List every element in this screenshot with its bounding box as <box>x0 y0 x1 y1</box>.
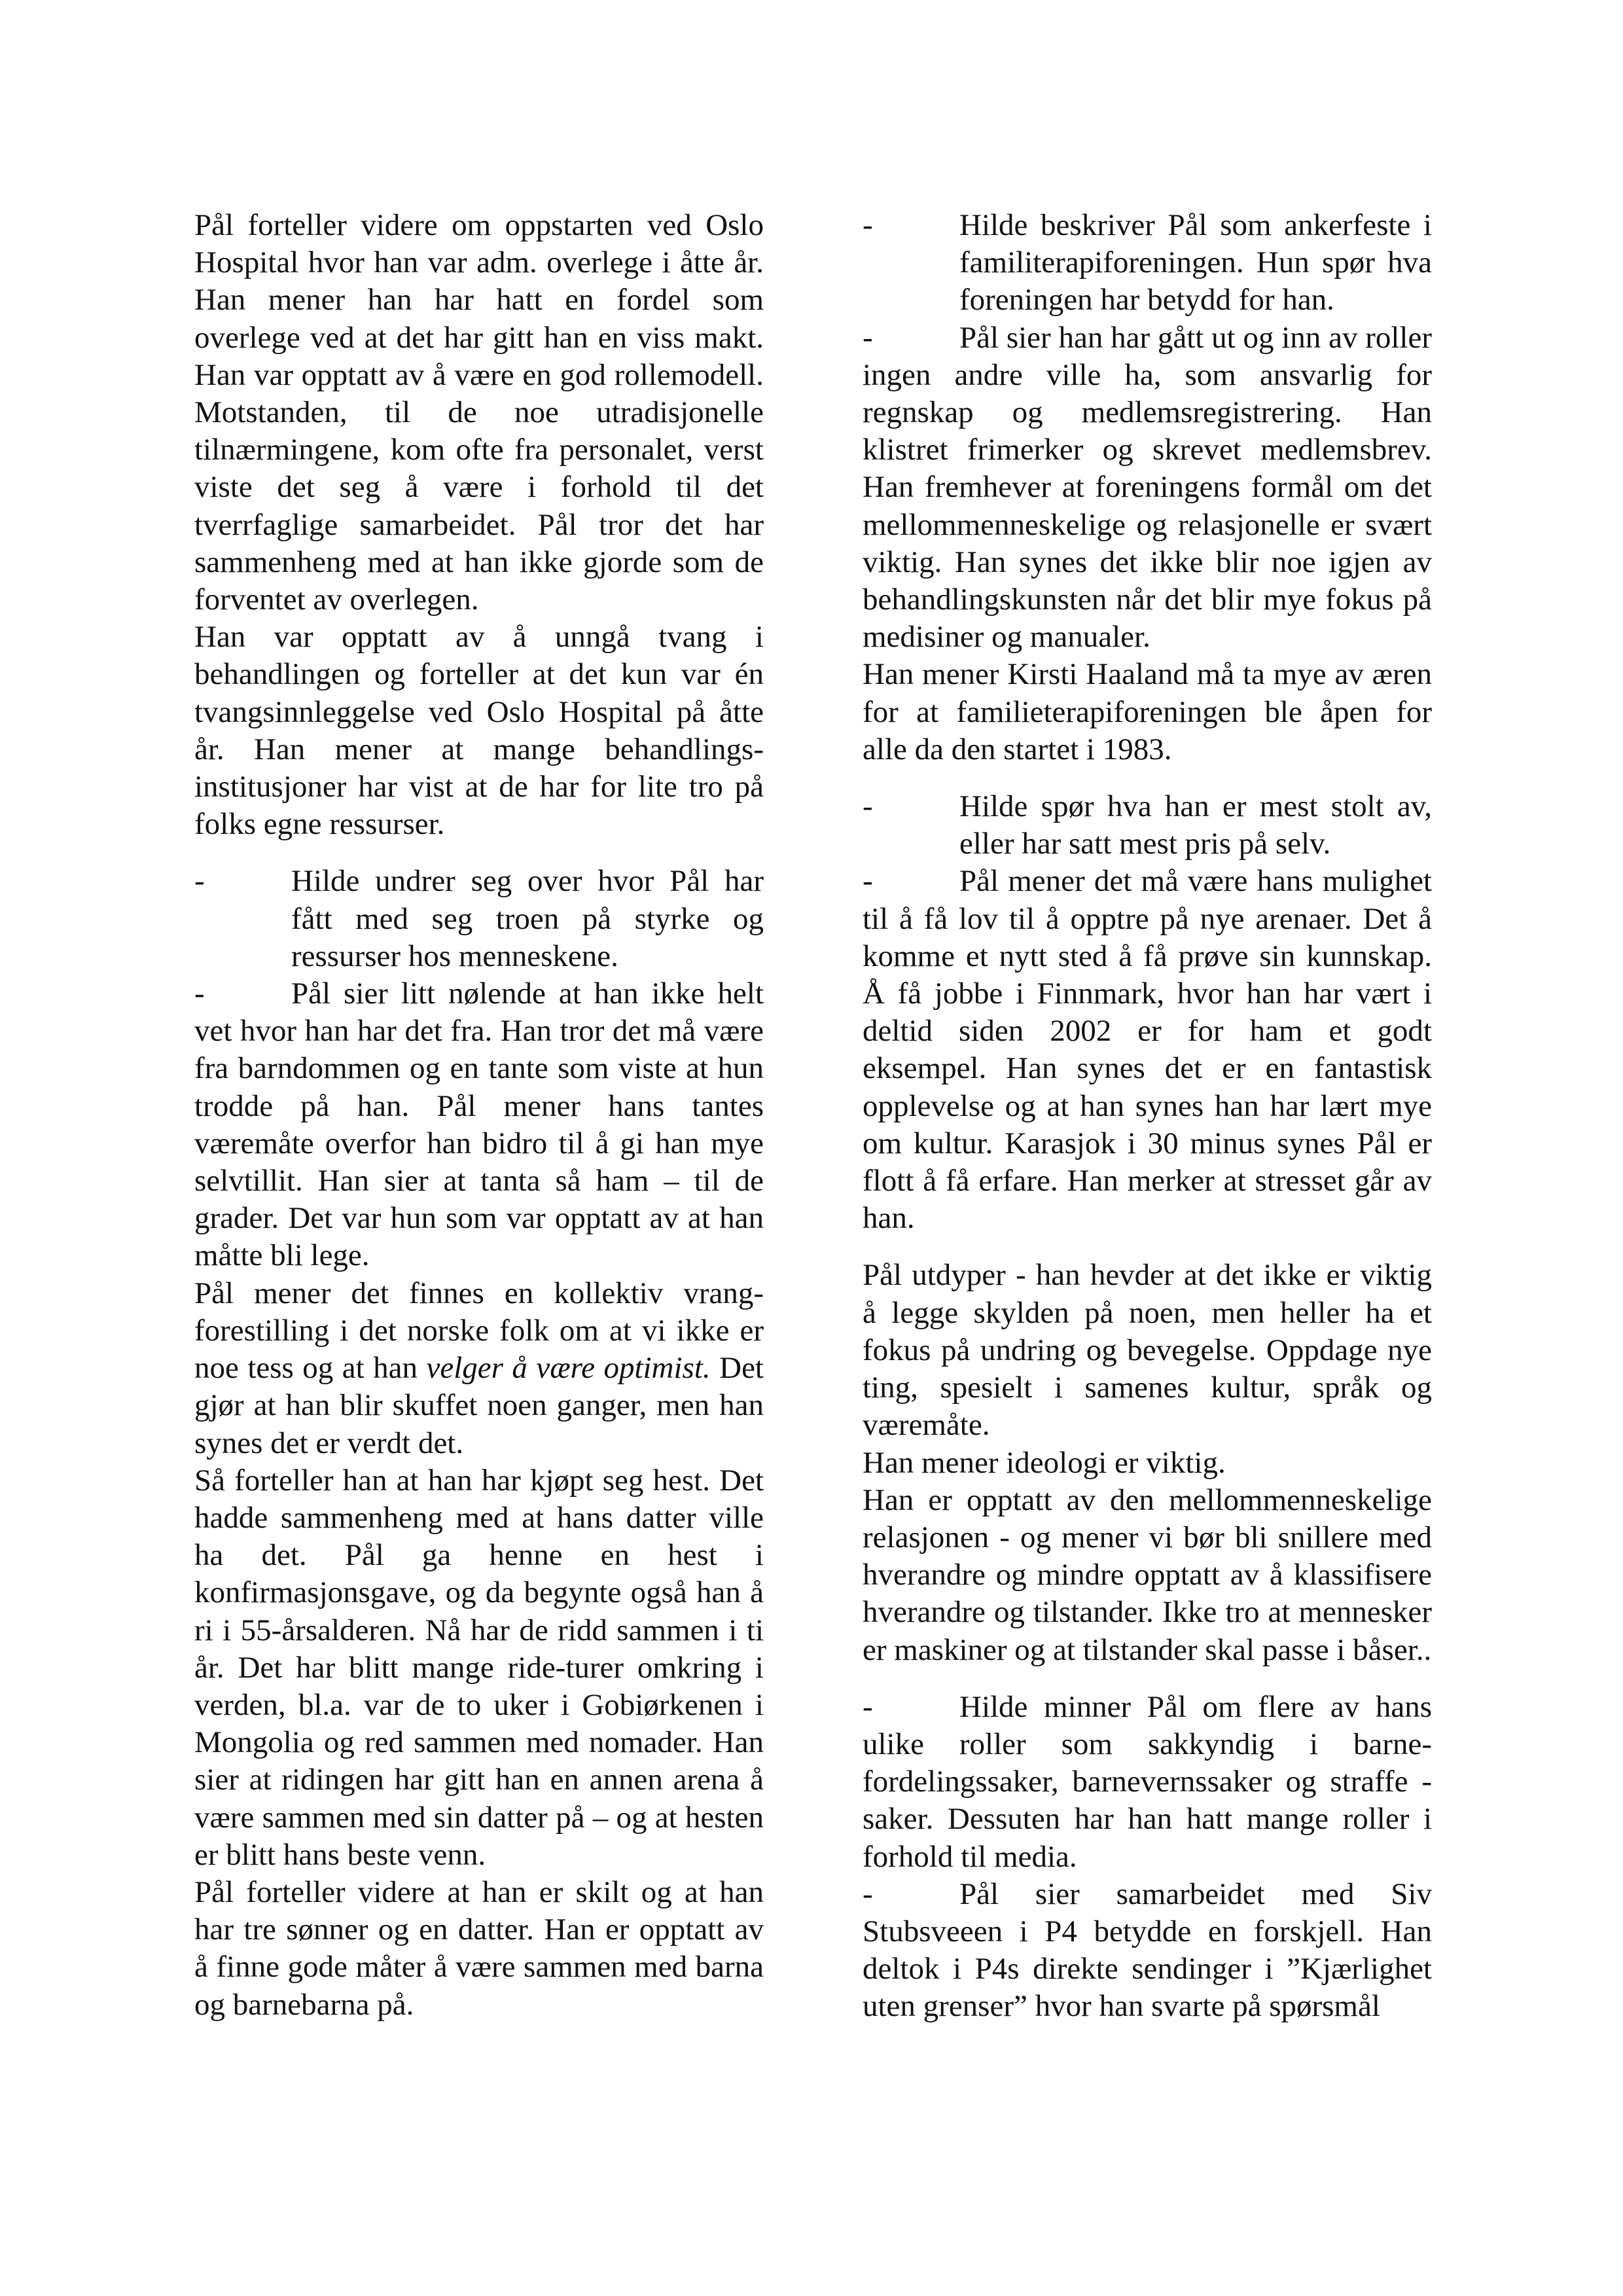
dash-marker: - <box>863 789 873 824</box>
question-hilde-troen <box>194 863 764 975</box>
question-hilde-stolt <box>863 788 1432 863</box>
dash-marker: - <box>194 864 205 899</box>
paragraph-utdyper: Pål utdyper - han hevder at det ikke er viktig å legge skylden på noen, men heller ha et fokus på undring og bevegelse. Oppdage nye ting, spesielt i samenes kultur, språk og væremåte. <box>863 1258 1432 1443</box>
answer-pal-roller <box>863 319 1432 656</box>
paragraph-kirsti-haaland: Han mener Kirsti Haaland må ta mye av æren for at familieterapiforeningen ble åpen for alle da den startet i 1983. <box>863 657 1432 766</box>
text-run: Pål mener det finnes en kollektiv vrang-forestilling i det norske folk om at vi ikke er noe tess og at han <box>194 1276 764 1386</box>
answer-text: Pål sier litt nølende at han ikke helt vet hvor han har det fra. Han tror det må være fra barndommen og en tante som viste at hun trodde på han. Pål mener hans tantes væremåte overfor han bidro til å gi han mye selvtillit. Han sier at tanta så ham – til de grader. Det var hun som var opptatt av at han måtte bli lege. <box>194 977 764 1273</box>
answer-pal-p4 <box>863 1876 1432 2026</box>
question-text: Hilde minner Pål om flere av hans ulike roller som sakkyndig i barne-fordelingssaker, barnevernssaker og straffe -saker. Dessuten har han hatt mange roller i forhold til media. <box>863 1689 1432 1874</box>
question-text: Hilde beskriver Pål som ankerfeste i familiterapiforeningen. Hun spør hva foreningen har betydd for han. <box>959 208 1432 317</box>
answer-text: Pål sier samarbeidet med Siv Stubsveeen i P4 betydde en forskjell. Han deltok i P4s direkte sendinger i ”Kjærlighet uten grenser” hvor han svarte på spørsmål <box>863 1876 1432 2024</box>
question-text: Hilde undrer seg over hvor Pål har fått med seg troen på styrke og ressurser hos menneskene. <box>291 864 764 973</box>
dash-marker: - <box>863 208 873 242</box>
paragraph-mellommenneskelige: Han er opptatt av den mellommenneskelige relasjonen - og mener vi bør bli snillere med hverandre og mindre opptatt av å klassifisere hverandre og tilstander. Ikke tro at mennesker er maskiner og at tilstander skal passe i båser.. <box>863 1482 1432 1667</box>
text-run: Det gjør at han blir skuffet noen ganger, men han synes det er verdt det. <box>194 1351 764 1460</box>
paragraph-vrangforestilling <box>194 1275 764 1462</box>
paragraph-tvang: Han var opptatt av å unngå tvang i behandlingen og forteller at det kun var én tvangsinnleggelse ved Oslo Hospital på åtte år. Han mener at mange behandlings-institusjoner har vist at de har for lite tro på folks egne ressurser. <box>194 620 764 842</box>
dash-marker: - <box>863 864 873 899</box>
answer-text: Pål sier han har gått ut og inn av roller ingen andre ville ha, som ansvarlig for regnskap og medlemsregistrering. Han klistret frimerker og skrevet medlemsbrev. Han fremhever at foreningens formål om det mellommenneskelige og relasjonelle er svært viktig. Han synes det ikke blir noe igjen av behandlingskunsten når det blir mye fokus på medisiner og manualer. <box>863 320 1432 655</box>
paragraph-hest: Så forteller han at han har kjøpt seg hest. Det hadde sammenheng med at hans datter ville ha det. Pål ga henne en hest i konfirmasjonsgave, og da begynte også han å ri i 55-årsalderen. Nå har de ridd sammen i ti år. Det har blitt mange ride-turer omkring i verden, bl.a. var de to uker i Gobiørkenen i Mongolia og red sammen med nomader. Han sier at ridingen har gitt han en annen arena å være sammen med sin datter på – og at hesten er blitt hans beste venn. <box>194 1463 764 1872</box>
italic-text: velger å være optimist. <box>426 1351 711 1386</box>
right-column <box>863 207 1432 2026</box>
question-hilde-sakkyndig <box>863 1689 1432 1876</box>
question-hilde-ankerfeste <box>863 207 1432 319</box>
dash-marker: - <box>863 1876 873 1911</box>
paragraph-ideologi: Han mener ideologi er viktig. <box>863 1445 1226 1480</box>
paragraph-familie: Pål forteller videre at han er skilt og at han har tre sønner og en datter. Han er opptatt av å finne gode måter å være sammen med barna og barnebarna på. <box>194 1874 764 2022</box>
dash-marker: - <box>863 320 873 355</box>
left-column <box>194 207 764 2024</box>
answer-pal-tante <box>194 975 764 1275</box>
paragraph-oppstarten: Pål forteller videre om oppstarten ved Oslo Hospital hvor han var adm. overlege i åtte år. Han mener han har hatt en fordel som overlege ved at det har gitt han en viss makt. Han var opptatt av å være en god rollemodell. Motstanden, til de noe utradisjonelle tilnærmingene, kom ofte fra personalet, verst viste det seg å være i forhold til det tverrfaglige samarbeidet. Pål tror det har sammenheng med at han ikke gjorde som de forventet av overlegen. <box>194 208 764 617</box>
answer-pal-arenaer <box>863 863 1432 1237</box>
dash-marker: - <box>863 1689 873 1724</box>
dash-marker: - <box>194 977 205 1011</box>
answer-text: Pål mener det må være hans mulighet til å få lov til å opptre på nye arenaer. Det å komme et nytt sted å få prøve sin kunnskap. Å få jobbe i Finnmark, hvor han har vært i deltid siden 2002 er for ham et godt eksempel. Han synes det er en fantastisk opplevelse og at han synes han har lært mye om kultur. Karasjok i 30 minus synes Pål er flott å få erfare. Han merker at stresset går av han. <box>863 864 1432 1236</box>
question-text: Hilde spør hva han er mest stolt av, eller har satt mest pris på selv. <box>959 789 1432 861</box>
